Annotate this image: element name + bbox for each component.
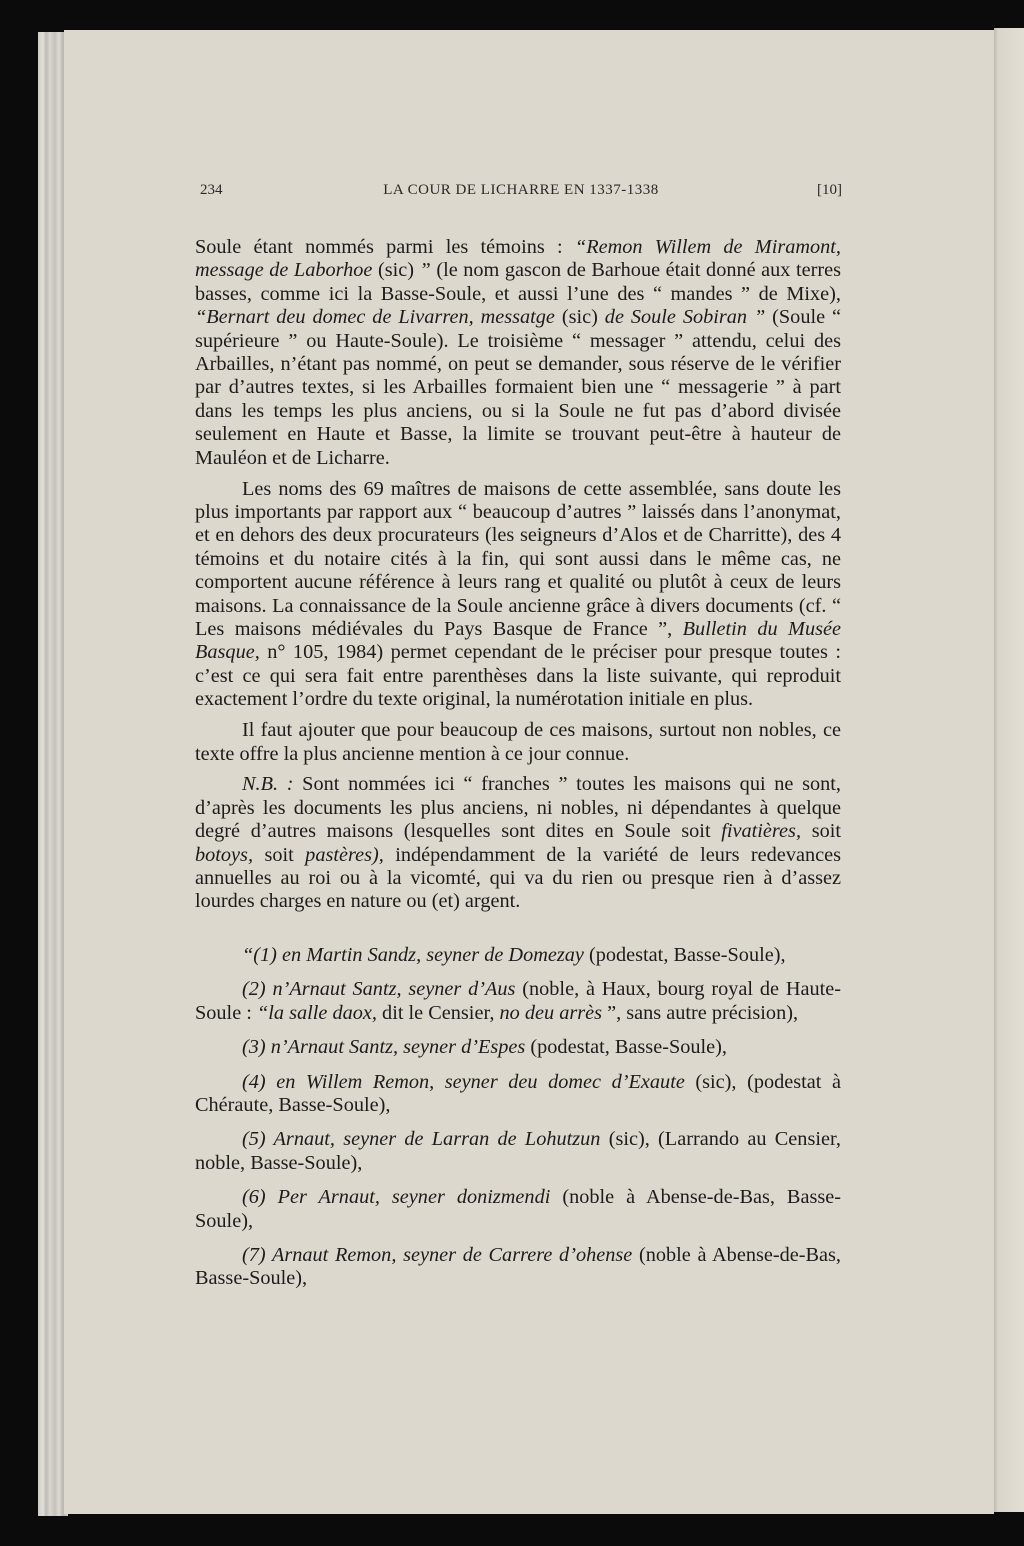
italic-text: “Remon Willem de Miramont, message de Laborhoe	[195, 236, 841, 282]
text-run: (le nom gascon de Barhoue était donné aux terres basses, comme ici la Basse-Soule, et aussi l’une des “ mandes ” de Mixe),	[195, 259, 842, 305]
text-run: Il faut ajouter que pour beaucoup de ces maisons, surtout non nobles, ce texte offre la plus ancienne mention à ce jour connue.	[195, 719, 841, 765]
text-run: (noble à Abense-de-Bas, Basse-Soule),	[195, 1243, 842, 1290]
italic-text: fivatières,	[721, 820, 802, 843]
text-run: (noble, à Haux, bourg royal de Haute-Soule :	[195, 978, 841, 1024]
italic-text: de Soule Sobiran ”	[604, 306, 766, 329]
italic-text: “la salle daox,	[256, 1001, 377, 1024]
text-run: ”, sans autre précision),	[602, 1001, 799, 1024]
list-item	[195, 1244, 841, 1291]
italic-text: (5) Arnaut, seyner de Larran de Lohutzun	[242, 1128, 601, 1151]
italic-text: botoys,	[195, 843, 254, 866]
list-item	[195, 944, 841, 967]
text-run: Soule étant nommés parmi les témoins :	[195, 236, 575, 258]
body-text	[195, 236, 841, 1302]
italic-text: (2) n’Arnaut Santz, seyner d’Aus	[242, 978, 516, 1001]
text-run: Les noms des 69 maîtres de maisons de cette assemblée, sans doute les plus importants par rapport aux “ beaucoup d’autres ” laissés dans l’anonymat, et en dehors des deux procurateurs (les seigneurs d’Alos et de Charritte), des 4 témoins et du notaire cités à la fin, qui sont aussi dans le même cas, ne comportent aucune référence à leurs rang et qualité ou plutôt à ceux de leurs maisons. La connaissance de la Soule ancienne grâce à divers documents (cf. “ Les maisons médiévales du Pays Basque de France ”,	[195, 477, 841, 640]
text-run: (podestat, Basse-Soule),	[525, 1036, 727, 1059]
paragraph	[195, 236, 841, 470]
list-item	[195, 1036, 841, 1059]
running-title: LA COUR DE LICHARRE EN 1337-1338	[383, 182, 659, 198]
text-run: n° 105, 1984) permet cependant de le préciser pour presque toutes : c’est ce qui sera fait entre parenthèses dans la liste suivante, qui reproduit exactement l’ordre du texte original, la numérotation initiale en plus.	[195, 641, 841, 711]
text-run: (noble à Abense-de-Bas, Basse-Soule),	[195, 1186, 841, 1232]
italic-text: pastères),	[305, 843, 384, 866]
section-number: [10]	[817, 182, 842, 198]
text-run: (sic), (podestat à Chéraute, Basse-Soule),	[195, 1070, 841, 1116]
facing-page-edge	[994, 28, 1024, 1512]
text-run: soit	[253, 843, 306, 866]
text-run: indépendamment de la variété de leurs redevances annuelles au roi ou à la vicomté, qui va du rien ou presque rien à d’assez lourdes charges en nature ou (et) argent.	[195, 843, 841, 913]
text-run: (sic), (Larrando au Censier, noble, Basse-Soule),	[195, 1128, 841, 1174]
running-header	[200, 182, 842, 204]
list-item	[195, 978, 841, 1025]
text-run: (sic)	[372, 259, 420, 282]
list-item	[195, 1186, 841, 1233]
list-item	[195, 1128, 841, 1175]
text-run: Sont nommées ici “ franches ” toutes les maisons qui ne sont, d’après les documents les plus anciens, ni nobles, ni dépendantes à quelque degré d’autres maisons (lesquelles sont dites en Soule soit	[195, 773, 841, 843]
text-run: (podestat, Basse-Soule),	[583, 943, 786, 966]
italic-text: N.B. :	[242, 773, 294, 796]
page-number: 234	[200, 182, 223, 198]
text-run: (Soule “ supérieure ” ou Haute-Soule). Le troisième “ messager ” attendu, celui des Arbailles, n’étant pas nommé, on peut se demander, sous réserve de le vérifier par d’autres textes, si les Arbailles formaient bien une “ messagerie ” à part dans les temps les plus anciens, ou si la Soule ne fut pas d’abord divisée seulement en Haute et Basse, la limite se trouvant peut-être à hauteur de Mauléon et de Licharre.	[195, 306, 842, 469]
text-run: dit le Censier,	[376, 1001, 500, 1024]
italic-text: no deu arrès	[499, 1001, 603, 1024]
list-item	[195, 1071, 841, 1118]
paragraph	[195, 773, 841, 913]
italic-text: Bulletin du Musée Basque,	[195, 618, 841, 664]
italic-text: (7) Arnaut Remon, seyner de Carrere d’ohense	[242, 1243, 633, 1266]
italic-text: ”	[419, 259, 431, 282]
text-run: (sic)	[554, 306, 605, 329]
italic-text: “(1) en Martin Sandz, seyner de Domezay	[242, 943, 584, 966]
text-run: soit	[801, 820, 841, 843]
italic-text: (4) en Willem Remon, seyner deu domec d’Exaute	[242, 1070, 685, 1093]
paragraph	[195, 719, 841, 766]
italic-text: (6) Per Arnaut, seyner donizmendi	[242, 1186, 551, 1209]
paragraph	[195, 478, 841, 712]
italic-text: “Bernart deu domec de Livarren, messatge	[195, 306, 555, 329]
italic-text: (3) n’Arnaut Santz, seyner d’Espes	[242, 1036, 526, 1059]
